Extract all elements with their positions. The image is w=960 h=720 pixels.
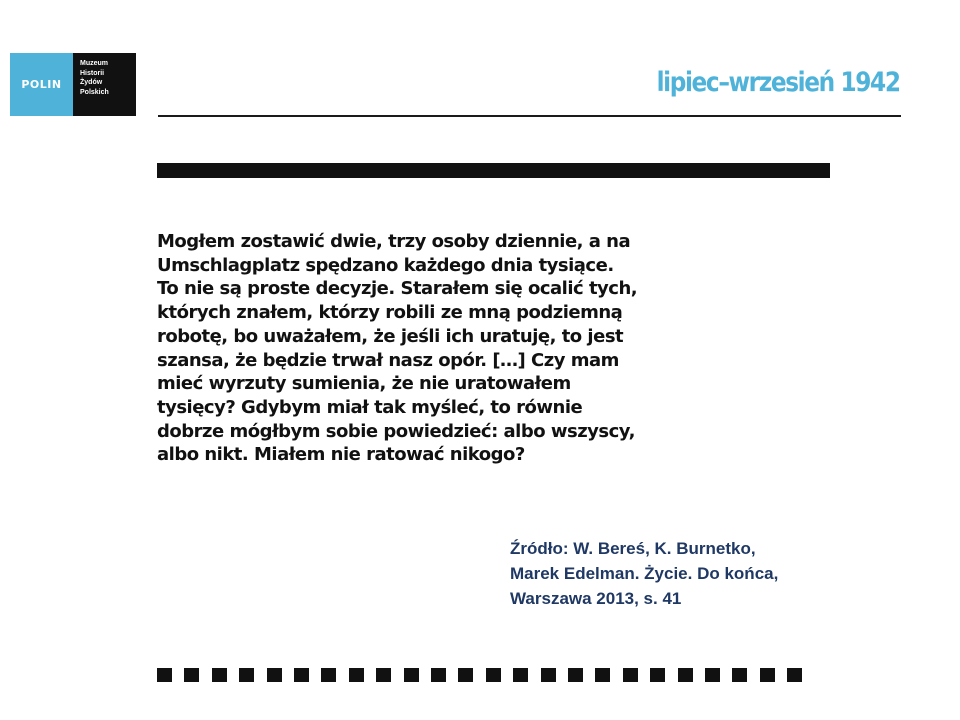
quote-text bbox=[157, 230, 717, 467]
museum-name-line: Żydów bbox=[80, 79, 103, 86]
quote-line: Umschlagplatz spędzano każdego dnia tysiące. bbox=[157, 254, 614, 276]
quote-line: Mogłem zostawić dwie, trzy osoby dziennie, a na bbox=[157, 231, 631, 252]
dash-segment bbox=[732, 668, 747, 682]
top-thick-bar bbox=[157, 163, 830, 178]
dash-segment bbox=[705, 668, 720, 682]
quote-line: dobrze mógłbym sobie powiedzieć: albo wszyscy, bbox=[157, 420, 635, 442]
dash-segment bbox=[787, 668, 802, 682]
dash-segment bbox=[513, 668, 528, 682]
dash-segment bbox=[267, 668, 282, 682]
quote-line: robotę, bo uważałem, że jeśli ich uratuję, to jest bbox=[157, 325, 624, 347]
dash-segment bbox=[404, 668, 419, 682]
bottom-dashed-bar bbox=[157, 668, 817, 682]
polin-brand-mark bbox=[10, 53, 73, 116]
quote-line: albo nikt. Miałem nie ratować nikogo? bbox=[157, 444, 525, 466]
polin-logo bbox=[10, 53, 136, 116]
museum-name-line: Historii bbox=[80, 69, 105, 77]
dash-segment bbox=[157, 668, 172, 682]
dash-segment bbox=[678, 668, 693, 682]
dash-segment bbox=[184, 668, 199, 682]
dash-segment bbox=[239, 668, 254, 682]
source-line: Warszawa 2013, s. 41 bbox=[510, 589, 682, 608]
quote-line: których znałem, którzy robili ze mną podziemną bbox=[157, 302, 623, 324]
dash-segment bbox=[376, 668, 391, 682]
dash-segment bbox=[568, 668, 583, 682]
dash-segment bbox=[321, 668, 336, 682]
quote-line: To nie są proste decyzje. Starałem się ocalić tych, bbox=[157, 278, 638, 300]
header-divider bbox=[158, 115, 901, 117]
dash-segment bbox=[541, 668, 556, 682]
dash-segment bbox=[486, 668, 501, 682]
period-title: lipiec–wrzesień 1942 bbox=[656, 67, 900, 98]
dash-segment bbox=[349, 668, 364, 682]
museum-name-line: Polskich bbox=[80, 88, 109, 96]
dash-segment bbox=[294, 668, 309, 682]
dash-segment bbox=[623, 668, 638, 682]
dash-segment bbox=[212, 668, 227, 682]
dash-segment bbox=[650, 668, 665, 682]
source-citation bbox=[510, 536, 930, 611]
dash-segment bbox=[595, 668, 610, 682]
quote-line: szansa, że będzie trwał nasz opór. […] Czy mam bbox=[157, 349, 619, 371]
dash-segment bbox=[760, 668, 775, 682]
quote-line: tysięcy? Gdybym miał tak myśleć, to równie bbox=[157, 396, 583, 418]
museum-name bbox=[73, 53, 136, 116]
polin-brand-text: POLIN bbox=[21, 78, 62, 91]
dash-segment bbox=[431, 668, 446, 682]
quote-line: mieć wyrzuty sumienia, że nie uratowałem bbox=[157, 373, 571, 395]
museum-name-line: Muzeum bbox=[80, 60, 108, 67]
dash-segment bbox=[458, 668, 473, 682]
source-line: Źródło: W. Bereś, K. Burnetko, bbox=[510, 539, 756, 558]
source-line: Marek Edelman. Życie. Do końca, bbox=[510, 564, 779, 583]
